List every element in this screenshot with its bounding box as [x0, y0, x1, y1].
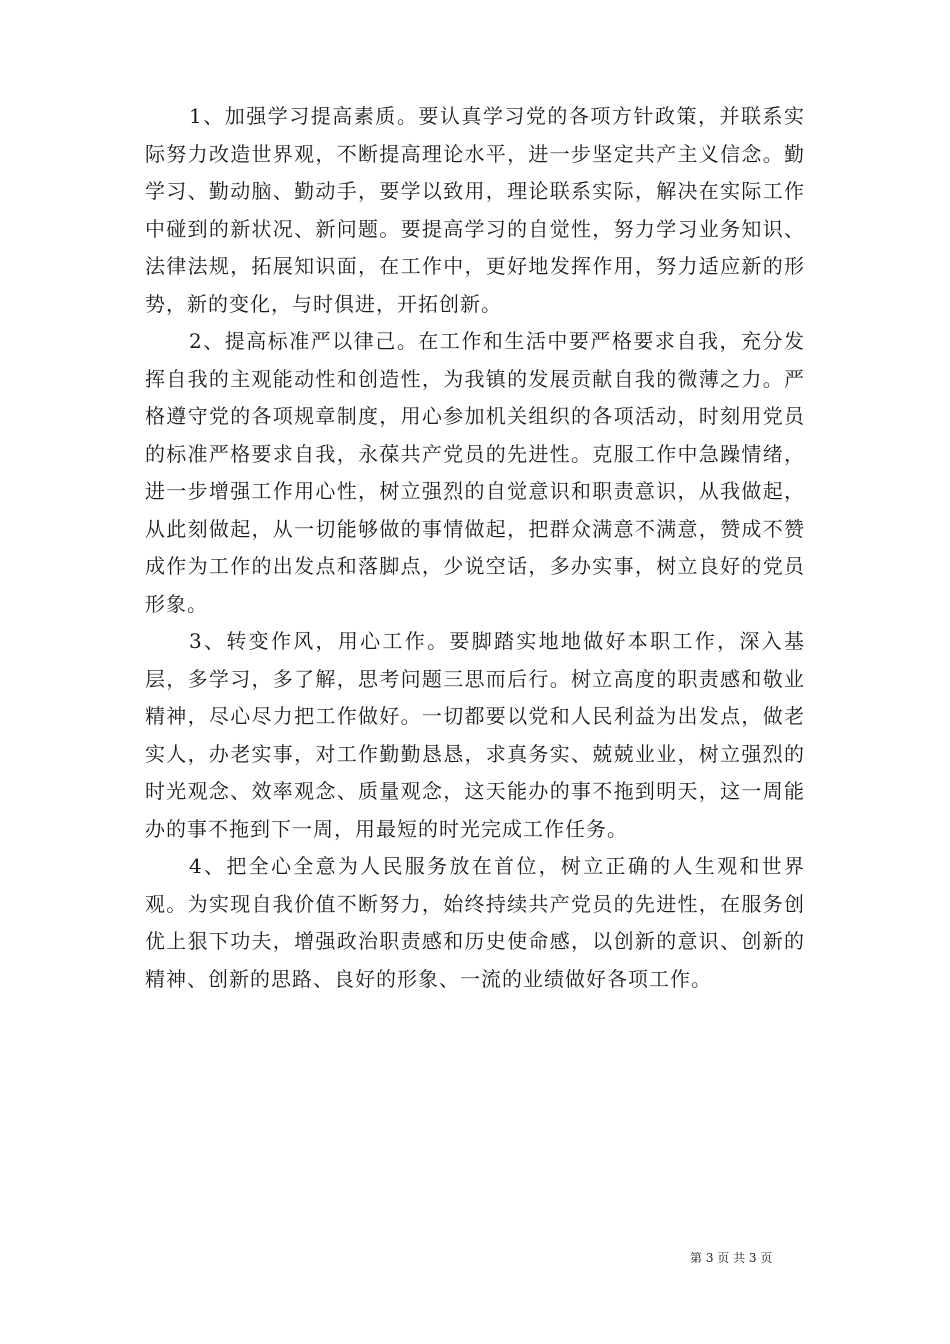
page-number-footer: 第 3 页 共 3 页: [690, 1251, 773, 1265]
paragraph-4: 4、把全心全意为人民服务放在首位，树立正确的人生观和世界观。为实现自我价值不断努力，始终持续共产党员的先进性，在服务创优上狠下功夫，增强政治职责感和历史使命感，以创新的意识、创新的精神、创新的思路、良好的形象、一流的业绩做好各项工作。: [145, 854, 805, 991]
paragraph-2: 2、提高标准严以律己。在工作和生活中要严格要求自我，充分发挥自我的主观能动性和创造性，为我镇的发展贡献自我的微薄之力。严格遵守党的各项规章制度，用心参加机关组织的各项活动，时刻用党员的标准严格要求自我，永葆共产党员的先进性。克服工作中急躁情绪，进一步增强工作用心性，树立强烈的自觉意识和职责意识，从我做起，从此刻做起，从一切能够做的事情做起，把群众满意不满意，赞成不赞成作为工作的出发点和落脚点，少说空话，多办实事，树立良好的党员形象。: [145, 329, 805, 616]
document-body: [145, 98, 805, 998]
paragraph-1: 1、加强学习提高素质。要认真学习党的各项方针政策，并联系实际努力改造世界观，不断提高理论水平，进一步坚定共产主义信念。勤学习、勤动脑、勤动手，要学以致用，理论联系实际，解决在实际工作中碰到的新状况、新问题。要提高学习的自觉性，努力学习业务知识、法律法规，拓展知识面，在工作中，更好地发挥作用，努力适应新的形势，新的变化，与时俱进，开拓创新。: [145, 104, 805, 316]
paragraph-3: 3、转变作风，用心工作。要脚踏实地地做好本职工作，深入基层，多学习，多了解，思考问题三思而后行。树立高度的职责感和敬业精神，尽心尽力把工作做好。一切都要以党和人民利益为出发点，做老实人，办老实事，对工作勤勤恳恳，求真务实、兢兢业业，树立强烈的时光观念、效率观念、质量观念，这天能办的事不拖到明天，这一周能办的事不拖到下一周，用最短的时光完成工作任务。: [145, 629, 805, 841]
